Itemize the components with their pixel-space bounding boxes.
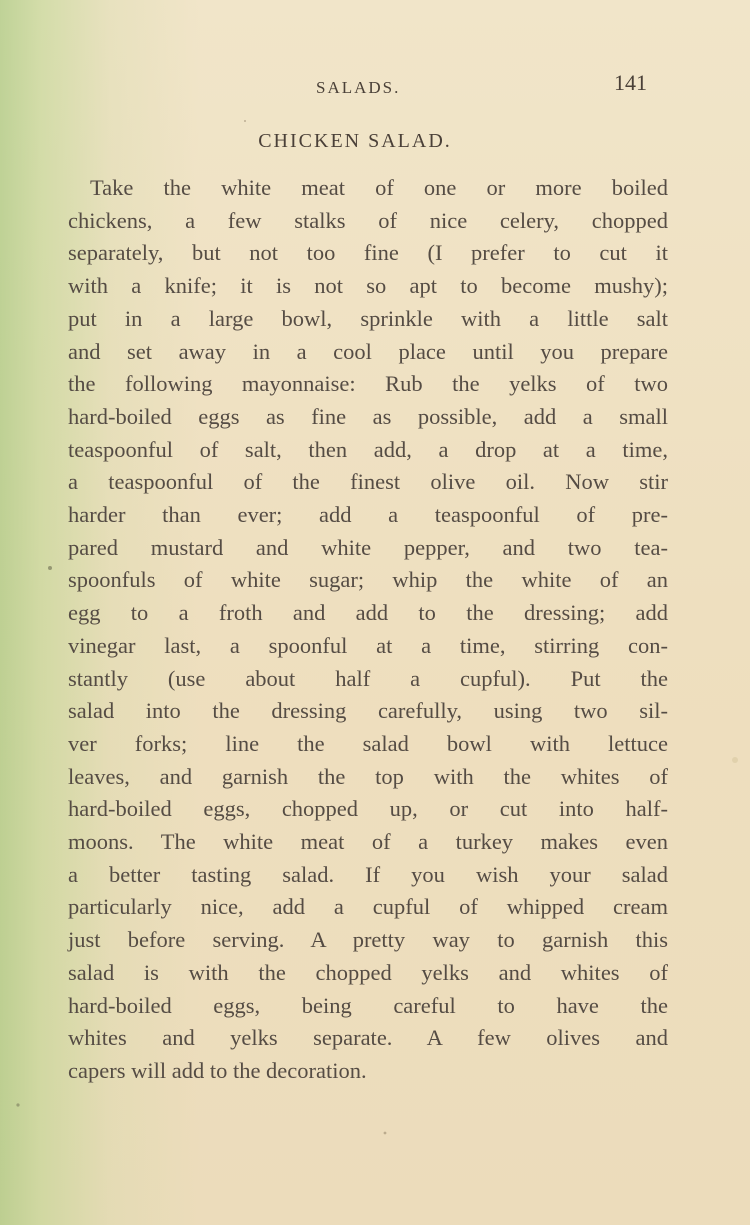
text-line: leaves, and garnish the top with the whites of <box>68 763 668 789</box>
text-line: chickens, a few stalks of nice celery, chopped <box>68 207 668 233</box>
recipe-title: CHICKEN SALAD. <box>258 130 452 152</box>
text-line: capers will add to the decoration. <box>68 1057 367 1083</box>
text-line: salad into the dressing carefully, using two sil- <box>68 698 668 724</box>
text-line: salad is with the chopped yelks and whites of <box>68 959 668 985</box>
text-line: egg to a froth and add to the dressing; add <box>68 600 668 626</box>
text-line: and set away in a cool place until you prepare <box>68 338 668 364</box>
text-line: vinegar last, a spoonful at a time, stirring con- <box>68 632 668 658</box>
text-line: pared mustard and white pepper, and two tea- <box>68 534 668 560</box>
text-line: stantly (use about half a cupful). Put the <box>68 665 668 691</box>
text-line: separately, but not too fine (I prefer to cut it <box>68 240 668 266</box>
text-line: teaspoonful of salt, then add, a drop at a time, <box>68 436 668 462</box>
text-line: hard-boiled eggs as fine as possible, add a small <box>68 403 668 429</box>
text-line: whites and yelks separate. A few olives and <box>68 1025 668 1051</box>
text-line: a better tasting salad. If you wish your salad <box>68 861 668 887</box>
text-line: particularly nice, add a cupful of whipped cream <box>68 894 668 920</box>
text-line: harder than ever; add a teaspoonful of pre- <box>68 502 668 528</box>
text-line: ver forks; line the salad bowl with lettuce <box>68 730 668 756</box>
text-line: hard-boiled eggs, being careful to have the <box>68 992 668 1018</box>
text-line: with a knife; it is not so apt to become mushy); <box>68 273 668 299</box>
text-line: the following mayonnaise: Rub the yelks of two <box>68 371 668 397</box>
text-line: a teaspoonful of the finest olive oil. Now stir <box>68 469 668 495</box>
recipe-body <box>68 172 668 1088</box>
text-line: just before serving. A pretty way to garnish this <box>68 927 668 953</box>
page-number: 141 <box>614 70 647 95</box>
text-line: put in a large bowl, sprinkle with a little salt <box>68 305 668 331</box>
running-head: SALADS. <box>316 78 401 97</box>
text-line: Take the white meat of one or more boiled <box>90 175 668 200</box>
text-line: spoonfuls of white sugar; whip the white of an <box>68 567 668 593</box>
text-line: hard-boiled eggs, chopped up, or cut into half- <box>68 796 668 822</box>
text-line: moons. The white meat of a turkey makes even <box>68 829 668 855</box>
